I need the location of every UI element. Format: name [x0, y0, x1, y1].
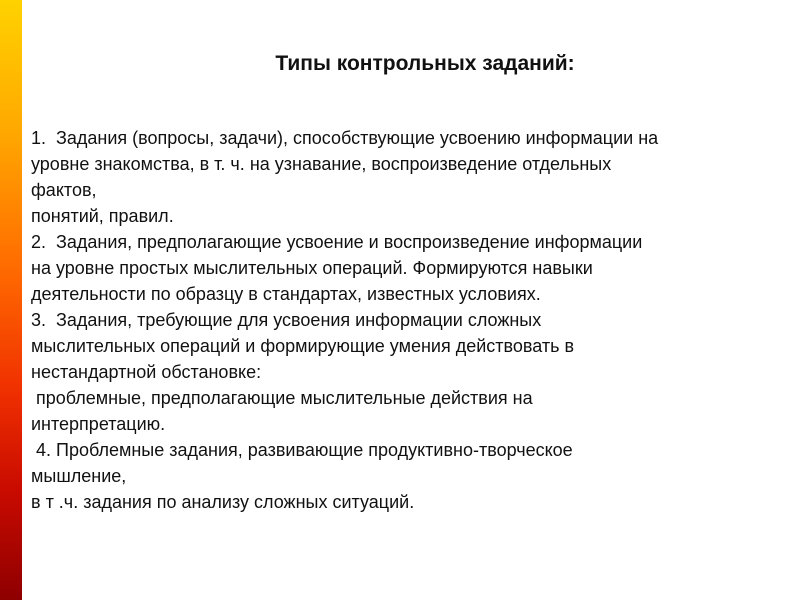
body-line: на уровне простых мыслительных операций. Формируются навыки — [31, 258, 593, 278]
body-line: уровне знакомства, в т. ч. на узнавание, воспроизведение отдельных — [31, 154, 612, 174]
slide-title: Типы контрольных заданий: — [275, 52, 575, 75]
body-line: нестандартной обстановке: — [31, 362, 262, 382]
body-line: в т .ч. задания по анализу сложных ситуаций. — [31, 492, 415, 512]
body-line: понятий, правил. — [31, 206, 174, 226]
body-line: деятельности по образцу в стандартах, известных условиях. — [31, 284, 541, 304]
body-line: 1. Задания (вопросы, задачи), способствующие усвоению информации на — [31, 128, 659, 148]
body-line: фактов, — [31, 180, 97, 200]
accent-gradient-bar — [0, 0, 22, 600]
body-line: 3. Задания, требующие для усвоения информации сложных — [31, 310, 542, 330]
body-line: интерпретацию. — [31, 414, 166, 434]
slide-body — [31, 125, 796, 515]
body-line: мышление, — [31, 466, 127, 486]
body-line: мыслительных операций и формирующие умения действовать в — [31, 336, 575, 356]
body-line: 4. Проблемные задания, развивающие продуктивно-творческое — [31, 440, 573, 460]
body-line: проблемные, предполагающие мыслительные действия на — [31, 388, 533, 408]
body-line: 2. Задания, предполагающие усвоение и воспроизведение информации — [31, 232, 643, 252]
